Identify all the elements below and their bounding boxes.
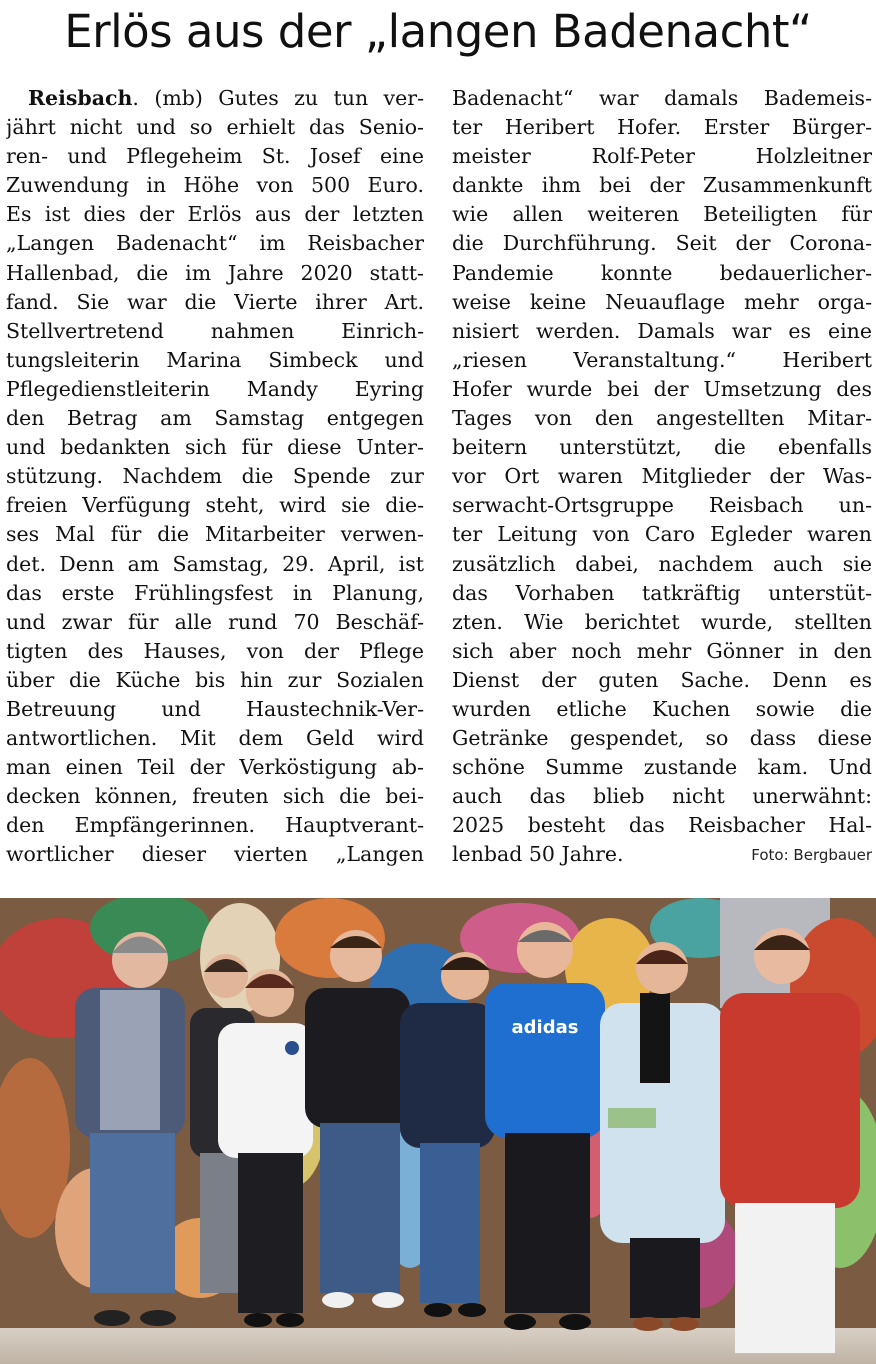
article-line: weise keine Neuauflage mehr orga- — [452, 289, 872, 314]
article-line: vor Ort waren Mitglieder der Was- — [452, 464, 872, 489]
article-line: ter Leitung von Caro Egleder waren — [452, 522, 872, 547]
article-line: über die Küche bis hin zur Sozialen — [6, 667, 424, 692]
article-line: schöne Summe zustande kam. Und — [452, 755, 872, 780]
article-line: jährt nicht und so erhielt das Senio- — [6, 115, 424, 140]
article-line: serwacht-Ortsgruppe Reisbach un- — [452, 493, 872, 518]
article-line: Es ist dies der Erlös aus der letzten — [6, 202, 424, 227]
article-line: decken können, freuten sich die bei- — [6, 784, 424, 809]
article-line: das erste Frühlingsfest in Planung, — [6, 580, 424, 605]
photo-credit: Foto: Bergbauer — [751, 846, 872, 864]
person-1 — [75, 932, 185, 1326]
article-line: Zuwendung in Höhe von 500 Euro. — [6, 173, 424, 198]
article-line: „riesen Veranstaltung.“ Heribert — [452, 347, 872, 372]
article-line: det. Denn am Samstag, 29. April, ist — [6, 551, 424, 576]
article-line: Hallenbad, die im Jahre 2020 statt- — [6, 260, 424, 285]
article-line: Tages von den angestellten Mitar- — [452, 406, 872, 431]
article-line: „Langen Badenacht“ im Reisbacher — [6, 231, 424, 256]
shirt-logo: adidas — [511, 1017, 579, 1038]
article-line: ren- und Pflegeheim St. Josef eine — [6, 144, 424, 169]
article-line: dankte ihm bei der Zusammenkunft — [452, 173, 872, 198]
article-line: den Empfängerinnen. Hauptverant- — [6, 813, 424, 838]
article-headline: Erlös aus der „langen Badenacht“ — [64, 5, 812, 58]
article-line: Getränke gespendet, so dass diese — [452, 726, 872, 751]
article-line: meister Rolf-Peter Holzleitner — [452, 144, 872, 169]
article-line: freien Verfügung steht, wird sie die- — [6, 493, 424, 518]
article-line: und bedankten sich für diese Unter- — [6, 435, 424, 460]
article-dateline: Reisbach — [28, 86, 133, 110]
article-line: fand. Sie war die Vierte ihrer Art. — [6, 289, 424, 314]
article-line: die Durchführung. Seit der Corona- — [452, 231, 872, 256]
article-line: stützung. Nachdem die Spende zur — [6, 464, 424, 489]
article-line: zusätzlich dabei, nachdem auch sie — [452, 551, 872, 576]
article-line: Pflegedienstleiterin Mandy Eyring — [6, 376, 424, 401]
article-line: wortlicher dieser vierten „Langen — [6, 842, 424, 867]
article-line: auch das blieb nicht unerwähnt: — [452, 784, 872, 809]
article-column-left — [6, 84, 424, 870]
article-line: ter Heribert Hofer. Erster Bürger- — [452, 115, 872, 140]
article-line: Dienst der guten Sache. Denn es — [452, 667, 872, 692]
article-column-right — [452, 84, 872, 870]
article-line: tungsleiterin Marina Simbeck und — [6, 347, 424, 372]
article-line: tigten des Hauses, von der Pflege — [6, 638, 424, 663]
article-line: ses Mal für die Mitarbeiter verwen- — [6, 522, 424, 547]
article-line: den Betrag am Samstag entgegen — [6, 406, 424, 431]
article-line: beitern unterstützt, die ebenfalls — [452, 435, 872, 460]
article-line: wie allen weiteren Beteiligten für — [452, 202, 872, 227]
article-line: 2025 besteht das Reisbacher Hal- — [452, 813, 872, 838]
article-line: sich aber noch mehr Gönner in den — [452, 638, 872, 663]
group-photo — [0, 898, 876, 1364]
article-line: man einen Teil der Verköstigung ab- — [6, 755, 424, 780]
article-line: Hofer wurde bei der Umsetzung des — [452, 376, 872, 401]
article-line: nisiert werden. Damals war es eine — [452, 318, 872, 343]
article-line: Betreuung und Haustechnik-Ver- — [6, 696, 424, 721]
article-line: Stellvertretend nahmen Einrich- — [6, 318, 424, 343]
article-line: und zwar für alle rund 70 Beschäf- — [6, 609, 424, 634]
article-line: zten. Wie berichtet wurde, stellten — [452, 609, 872, 634]
article-line: Reisbach. (mb) Gutes zu tun ver- — [28, 86, 424, 110]
article-line: antwortlichen. Mit dem Geld wird — [6, 726, 424, 751]
money-notes — [608, 1108, 656, 1128]
article-line: wurden etliche Kuchen sowie die — [452, 696, 872, 721]
article-line: Pandemie konnte bedauerlicher- — [452, 260, 872, 285]
article-line: das Vorhaben tatkräftig unterstüt- — [452, 580, 872, 605]
article-line: lenbad 50 Jahre. — [452, 842, 624, 867]
article-line: Badenacht“ war damals Bademeis- — [452, 86, 872, 110]
